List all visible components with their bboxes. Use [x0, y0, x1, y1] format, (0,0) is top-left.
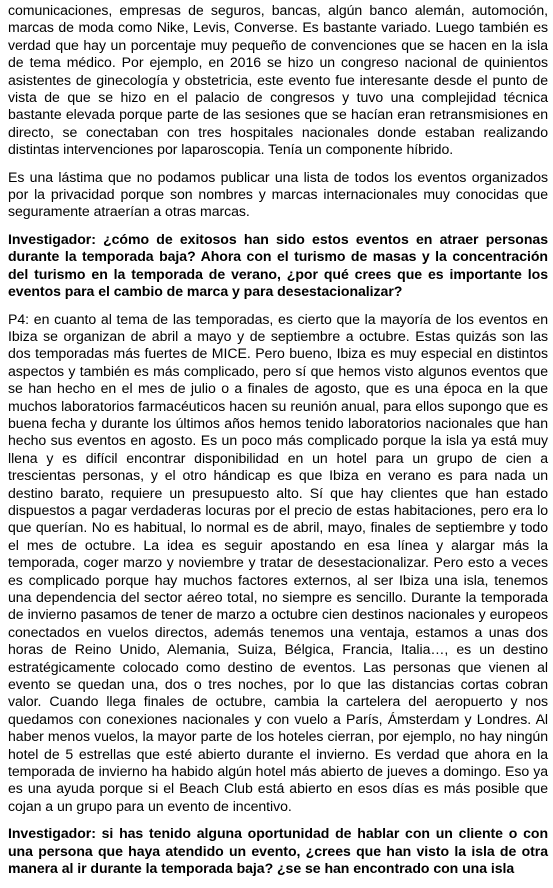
- answer-paragraph: comunicaciones, empresas de seguros, bancas, algún banco alemán, automoción, marcas de moda como Nike, Levis, Converse. Es bastante variado. Luego también es verdad que hay un porcentaje muy pequeño de convenciones que se hacen en la isla de tema médico. Por ejemplo, en 2016 se hizo un congreso nacional de quinientos asistentes de ginecología y obstetricia, este evento fue interesante desde el punto de vista de que se hizo en el palacio de congresos y tuvo una complejidad técnica bastante elevada porque parte de las sesiones que se hacían eran retransmisiones en directo, se conectaban con tres hospitales nacionales donde estaban realizando distintas intervenciones por laparoscopia. Tenía un componente híbrido.: [8, 2, 548, 158]
- researcher-question: Investigador: si has tenido alguna oportunidad de hablar con un cliente o con una persona que haya atendido un evento, ¿crees que han visto la isla de otra manera al ir durante la temporada baja? ¿se se han encontrado con una isla: [8, 825, 548, 877]
- document-page: [8, 2, 548, 888]
- answer-paragraph: P4: en cuanto al tema de las temporadas, es cierto que la mayoría de los eventos en Ibiza se organizan de abril a mayo y de septiembre a octubre. Estas quizás son las dos temporadas más fuertes de MICE. Pero bueno, Ibiza es muy especial en distintos aspectos y también es más complicado, pero sí que hemos visto algunos eventos que se han hecho en el mes de julio o a finales de agosto, que es una época en la que muchos laboratorios farmacéuticos hacen su reunión anual, para ellos supongo que es buena fecha y durante los últimos años hemos tenido laboratorios nacionales que han hecho sus eventos en agosto. Es un poco más complicado porque la isla ya está muy llena y es difícil encontrar disponibilidad en un hotel para un grupo de cien a trescientas personas, y el otro hándicap es que Ibiza en verano es para nada un destino barato, requiere un presupuesto alto. Sí que hay clientes que han estado dispuestos a pagar verdaderas locuras por el precio de estas habitaciones, pero era lo que querían. No es habitual, lo normal es de abril, mayo, finales de septiembre y todo el mes de octubre. La idea es seguir apostando en esa línea y alargar más la temporada, coger marzo y noviembre y tratar de desestacionalizar. Pero esto a veces es complicado porque hay muchos factores externos, al ser Ibiza una isla, tenemos una dependencia del sector aéreo total, no siempre es sencillo. Durante la temporada de invierno pasamos de tener de marzo a octubre cien destinos nacionales y europeos conectados en vuelos directos, además tenemos una ventaja, estamos a unas dos horas de Reino Unido, Alemania, Suiza, Bélgica, Francia, Italia…, es un destino estratégicamente colocado como destino de eventos. Las personas que vienen al evento se quedan una, dos o tres noches, por lo que las distancias cortas cobran valor. Cuando llega finales de octubre, cambia la cartelera del aeropuerto y nos quedamos con conexiones nacionales y con vuelo a París, Ámsterdam y Londres. Al haber menos vuelos, la mayor parte de los hoteles cierran, por ejemplo, no hay ningún hotel de 5 estrellas que esté abierto durante el invierno. Es verdad que ahora en la temporada de invierno ha habido algún hotel más abierto de jueves a domingo. Eso ya es una ayuda porque si el Beach Club está abierto en esos días es más posible que cojan a un grupo para un evento de incentivo.: [8, 310, 548, 814]
- researcher-question: Investigador: ¿cómo de exitosos han sido estos eventos en atraer personas durante la temporada baja? Ahora con el turismo de masas y la concentración del turismo en la temporada de verano, ¿por qué crees que es importante los eventos para el cambio de marca y para desestacionalizar?: [8, 230, 548, 300]
- answer-paragraph: Es una lástima que no podamos publicar una lista de todos los eventos organizados por la privacidad porque son nombres y marcas internacionales muy conocidas que seguramente atraerían a otras marcas.: [8, 168, 548, 220]
